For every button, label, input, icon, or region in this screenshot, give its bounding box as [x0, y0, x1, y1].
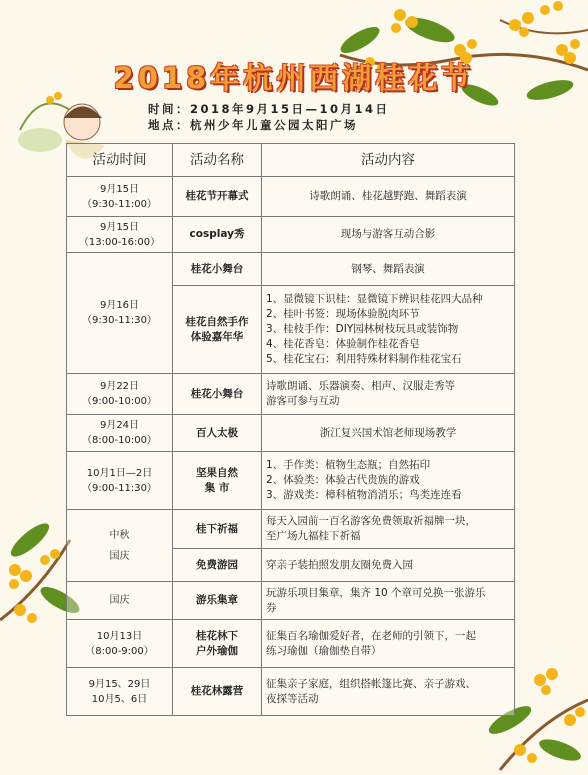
- table-row: [67, 177, 515, 217]
- activity-time: 10月13日 （8:00-9:00）: [67, 620, 173, 668]
- activity-name: 游乐集章: [173, 582, 262, 620]
- activity-name: 桂花小舞台: [173, 374, 262, 415]
- activity-name: 坚果自然 集 市: [173, 452, 262, 510]
- table-row: [67, 452, 515, 510]
- activity-time: 9月15日 （9:30-11:00）: [67, 177, 173, 217]
- table-row: [67, 668, 515, 716]
- table-row: [67, 415, 515, 452]
- activity-content: 征集亲子家庭，组织搭帐篷比赛、亲子游戏、 夜探等活动: [262, 668, 515, 716]
- table-row: [67, 582, 515, 620]
- table-row: [67, 620, 515, 668]
- column-header: 活动时间: [67, 144, 173, 177]
- event-time: 时间：2018年9月15日—10月14日: [148, 102, 390, 116]
- activity-name: 桂花小舞台: [173, 253, 262, 286]
- activity-name: 免费游园: [173, 549, 262, 582]
- table-row: [67, 510, 515, 549]
- event-location: 地点：杭州少年儿童公园太阳广场: [148, 118, 358, 132]
- page-title: 2018年杭州西湖桂花节: [113, 61, 475, 95]
- activity-content: 征集百名瑜伽爱好者，在老师的引领下，一起 练习瑜伽（瑜伽垫自带）: [262, 620, 515, 668]
- activity-name: 桂花自然手作 体验嘉年华: [173, 286, 262, 374]
- activity-time: 中秋 国庆: [67, 510, 173, 582]
- table-row: [67, 374, 515, 415]
- activity-name: 桂花林露营: [173, 668, 262, 716]
- activity-time: 9月16日 （9:30-11:30）: [67, 253, 173, 374]
- table-row: [67, 253, 515, 286]
- activity-time: 10月1日—2日 （9:00-11:30）: [67, 452, 173, 510]
- activity-content: 诗歌朗诵、桂花越野跑、舞蹈表演: [262, 177, 515, 217]
- activity-name: 桂下祈福: [173, 510, 262, 549]
- activity-name: 桂花节开幕式: [173, 177, 262, 217]
- activity-content: 1、显微镜下识桂：显微镜下辨识桂花四大品种 2、桂叶书签：现场体验脱肉环节 3、桂枝手作：DIY园林树枝玩具或装饰物 4、桂花香皂：体验制作桂花香皂 5、桂花宝石：利用特殊材料制作桂花宝石: [262, 286, 515, 374]
- activity-time: 9月24日 （8:00-10:00）: [67, 415, 173, 452]
- table-row: [67, 217, 515, 253]
- activity-content: 浙江复兴国术馆老师现场教学: [262, 415, 515, 452]
- activity-content: 现场与游客互动合影: [262, 217, 515, 253]
- column-header: 活动内容: [262, 144, 515, 177]
- activity-name: cosplay秀: [173, 217, 262, 253]
- activity-time: 9月15日 （13:00-16:00）: [67, 217, 173, 253]
- activity-content: 每天入园前一百名游客免费领取祈福牌一块， 至广场九福桂下祈福: [262, 510, 515, 549]
- activity-content: 钢琴、舞蹈表演: [262, 253, 515, 286]
- activity-content: 玩游乐项目集章，集齐 10 个章可兑换一张游乐 券: [262, 582, 515, 620]
- activity-name: 桂花林下 户外瑜伽: [173, 620, 262, 668]
- table-header-row: [67, 144, 515, 177]
- activity-time: 9月15、29日 10月5、6日: [67, 668, 173, 716]
- activity-content: 穿亲子装拍照发朋友圈免费入园: [262, 549, 515, 582]
- activity-content: 诗歌朗诵、乐器演奏、相声、汉服走秀等 游客可参与互动: [262, 374, 515, 415]
- activity-time: 9月22日 （9:00-10:00）: [67, 374, 173, 415]
- activity-name: 百人太极: [173, 415, 262, 452]
- activity-content: 1、手作类：植物生态瓶；自然拓印 2、体验类：体验古代贵族的游戏 3、游戏类：樟科植物消消乐；鸟类连连看: [262, 452, 515, 510]
- activity-time: 国庆: [67, 582, 173, 620]
- column-header: 活动名称: [173, 144, 262, 177]
- schedule-table: [66, 143, 515, 716]
